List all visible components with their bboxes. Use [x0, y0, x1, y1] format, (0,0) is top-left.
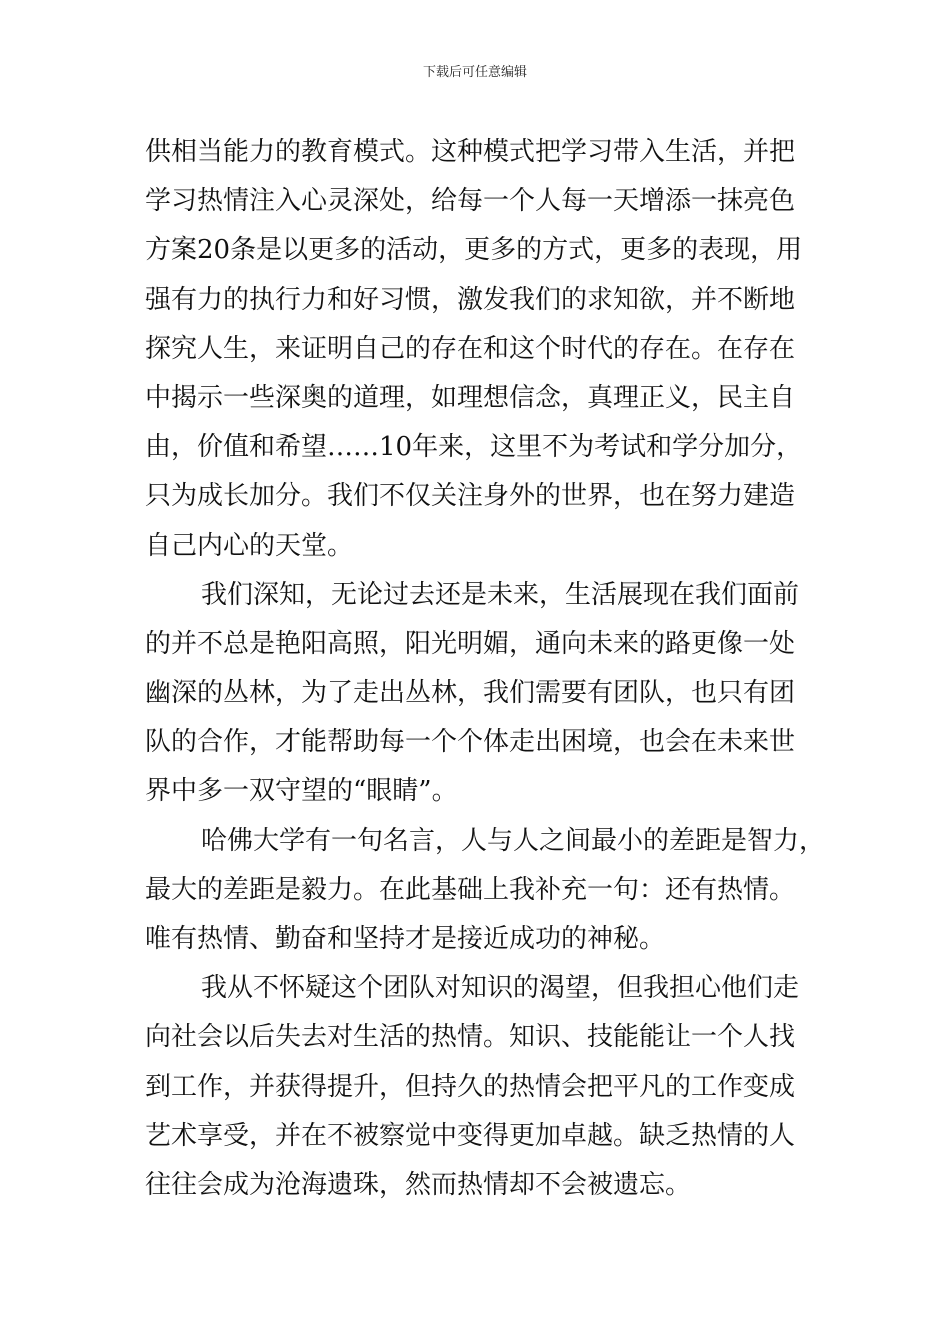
text-line: 中揭示一些深奥的道理，如理想信念，真理正义，民主自: [145, 382, 796, 413]
text-line: 学习热情注入心灵深处，给每一个人每一天增添一抹亮色: [145, 186, 796, 217]
text-line: 只为成长加分。我们不仅关注身外的世界，也在努力建造: [145, 481, 796, 512]
text-line: 方案20条是以更多的活动，更多的方式，更多的表现，用: [145, 235, 803, 266]
text-line: 最大的差距是毅力。在此基础上我补充一句：还有热情。: [145, 874, 796, 905]
paragraph-2: [145, 571, 805, 817]
text-line: 强有力的执行力和好习惯，激发我们的求知欲，并不断地: [145, 284, 796, 315]
text-line: 艺术享受，并在不被察觉中变得更加卓越。缺乏热情的人: [145, 1120, 796, 1151]
page-header: 下载后可任意编辑: [422, 65, 527, 80]
text-line: 哈佛大学有一句名言，人与人之间最小的差距是智力，: [201, 825, 826, 856]
text-line: 向社会以后失去对生活的热情。知识、技能能让一个人找: [145, 1022, 796, 1053]
text-line: 往往会成为沧海遗珠，然而热情却不会被遗忘。: [145, 1169, 692, 1200]
paragraph-4: [145, 964, 805, 1210]
text-line: 队的合作，才能帮助每一个个体走出困境，也会在未来世: [145, 727, 796, 758]
text-line: 幽深的丛林，为了走出丛林，我们需要有团队，也只有团: [145, 678, 796, 709]
text-line: 探究人生，来证明自己的存在和这个时代的存在。在存在: [145, 333, 796, 364]
text-line: 供相当能力的教育模式。这种模式把学习带入生活，并把: [145, 137, 796, 167]
paragraph-3: [145, 817, 826, 965]
text-line: 自己内心的天堂。: [145, 530, 354, 561]
text-line: 由，价值和希望……10年来，这里不为考试和学分加分，: [145, 432, 803, 463]
document-body: [145, 128, 826, 1210]
text-line: 我们深知，无论过去还是未来，生活展现在我们面前: [201, 579, 800, 610]
text-line: 到工作，并获得提升，但持久的热情会把平凡的工作变成: [145, 1071, 796, 1102]
text-line: 唯有热情、勤奋和坚持才是接近成功的神秘。: [145, 924, 666, 954]
text-line: 界中多一双守望的“眼睛”。: [145, 776, 458, 807]
text-line: 的并不总是艳阳高照，阳光明媚，通向未来的路更像一处: [145, 628, 796, 659]
paragraph-1: [145, 128, 805, 571]
text-line: 我从不怀疑这个团队对知识的渴望，但我担心他们走: [201, 973, 800, 1004]
